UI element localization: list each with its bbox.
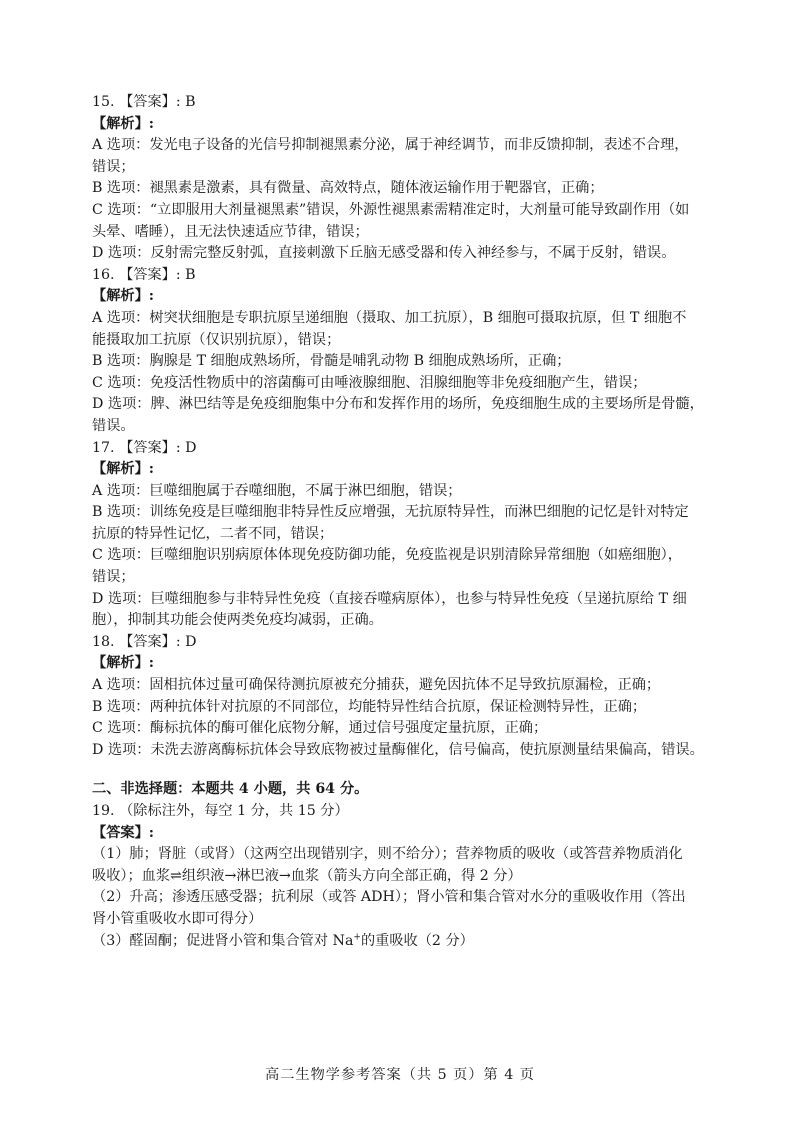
q19-last-suffix: 的重吸收（2 分） <box>360 932 474 949</box>
q16-line: C 选项：免疫活性物质中的溶菌酶可由唾液腺细胞、泪腺细胞等非免疫细胞产生，错误； <box>92 374 647 391</box>
q17-analysis-label: 【解析】: <box>92 461 154 478</box>
q19-line: 肾小管重吸收水即可得分） <box>92 910 263 927</box>
q15-line: 错误； <box>92 158 135 175</box>
q16-line: A 选项：树突状细胞是专职抗原呈递细胞（摄取、加工抗原），B 细胞可摄取抗原，但 T 细胞不 <box>92 309 687 326</box>
q15-line: A 选项：发光电子设备的光信号抑制褪黑素分泌，属于神经调节，而非反馈抑制，表述不合理， <box>92 137 689 154</box>
q17-line: 抗原的特异性记忆，二者不同，错误； <box>92 525 334 542</box>
q18-line: A 选项：固相抗体过量可确保待测抗原被充分捕获，避免因抗体不足导致抗原漏检，正确； <box>92 677 661 694</box>
q17-line: 胞），抑制其功能会使两类免疫均减弱，正确。 <box>92 612 383 629</box>
q15-line: 头晕、嗜睡），且无法快速适应节律，错误； <box>92 223 369 240</box>
q15-analysis-label: 【解析】: <box>92 115 154 132</box>
q19-answer-label: 【答案】: <box>92 824 154 841</box>
q19-line: 吸收）；血浆⇌组织液→淋巴液→血浆（箭头方向全部正确，得 2 分） <box>92 867 522 884</box>
page-footer: 高二生物学参考答案（共 5 页）第 4 页 <box>265 1067 535 1083</box>
q16-line: D 选项：脾、淋巴结等是免疫细胞集中分布和发挥作用的场所，免疫细胞生成的主要场所是骨髓， <box>92 396 704 413</box>
q16-line: 错误。 <box>92 417 135 434</box>
q17-line: 错误； <box>92 569 135 586</box>
q15-answer-heading: 15. 【答案】: B <box>92 94 196 110</box>
answer-page <box>92 92 720 952</box>
q18-analysis-label: 【解析】: <box>92 655 154 672</box>
q18-answer-heading: 18. 【答案】: D <box>92 633 197 650</box>
section-2-title: 二、非选择题：本题共 4 小题，共 64 分。 <box>92 781 369 798</box>
q19-last-prefix: （3）醛固酮；促进肾小管和集合管对 Na <box>92 932 354 949</box>
q18-line: B 选项：两种抗体针对抗原的不同部位，均能特异性结合抗原，保证检测特异性，正确； <box>92 698 647 715</box>
q15-line: B 选项：褪黑素是激素，具有微量、高效特点，随体液运输作用于靶器官，正确； <box>92 180 604 197</box>
q17-line: A 选项：巨噬细胞属于吞噬细胞，不属于淋巴细胞，错误； <box>92 482 462 499</box>
q16-line: B 选项：胸腺是 T 细胞成熟场所，骨髓是哺乳动物 B 细胞成熟场所，正确； <box>92 353 571 370</box>
q19-last-superscript: + <box>353 931 361 942</box>
q19-line-last <box>92 931 720 953</box>
q17-answer-heading: 17. 【答案】: D <box>92 439 197 456</box>
q18-line: C 选项：酶标抗体的酶可催化底物分解，通过信号强度定量抗原，正确； <box>92 720 548 737</box>
q19-heading: 19. （除标注外，每空 1 分，共 15 分） <box>92 803 349 819</box>
q19-line: （2）升高；渗透压感受器；抗利尿（或答 ADH）；肾小管和集合管对水分的重吸收作用（答出 <box>92 889 686 906</box>
q17-line: D 选项：巨噬细胞参与非特异性免疫（直接吞噬病原体），也参与特异性免疫（呈递抗原给 T 细 <box>92 590 687 607</box>
q17-line: B 选项：训练免疫是巨噬细胞非特异性反应增强，无抗原特异性，而淋巴细胞的记忆是针对特定 <box>92 504 689 521</box>
q18-line: D 选项：未洗去游离酶标抗体会导致底物被过量酶催化，信号偏高，使抗原测量结果偏高，错误。 <box>92 741 704 758</box>
q17-line: C 选项：巨噬细胞识别病原体体现免疫防御功能，免疫监视是识别清除异常细胞（如癌细胞）， <box>92 547 682 564</box>
q16-answer-heading: 16. 【答案】: B <box>92 266 196 283</box>
q15-line: D 选项：反射需完整反射弧，直接刺激下丘脑无感受器和传入神经参与，不属于反射，错误。 <box>92 245 676 262</box>
q19-line: （1）肺；肾脏（或肾）（这两空出现错别字，则不给分）；营养物质的吸收（或答营养物质消化 <box>92 846 683 863</box>
section-spacer <box>92 761 720 779</box>
q16-analysis-label: 【解析】: <box>92 288 154 305</box>
q15-line: C 选项：“立即服用大剂量褪黑素”错误，外源性褪黑素需精准定时，大剂量可能导致副作用（如 <box>92 201 690 218</box>
q16-line: 能摄取加工抗原（仅识别抗原），错误； <box>92 331 341 348</box>
